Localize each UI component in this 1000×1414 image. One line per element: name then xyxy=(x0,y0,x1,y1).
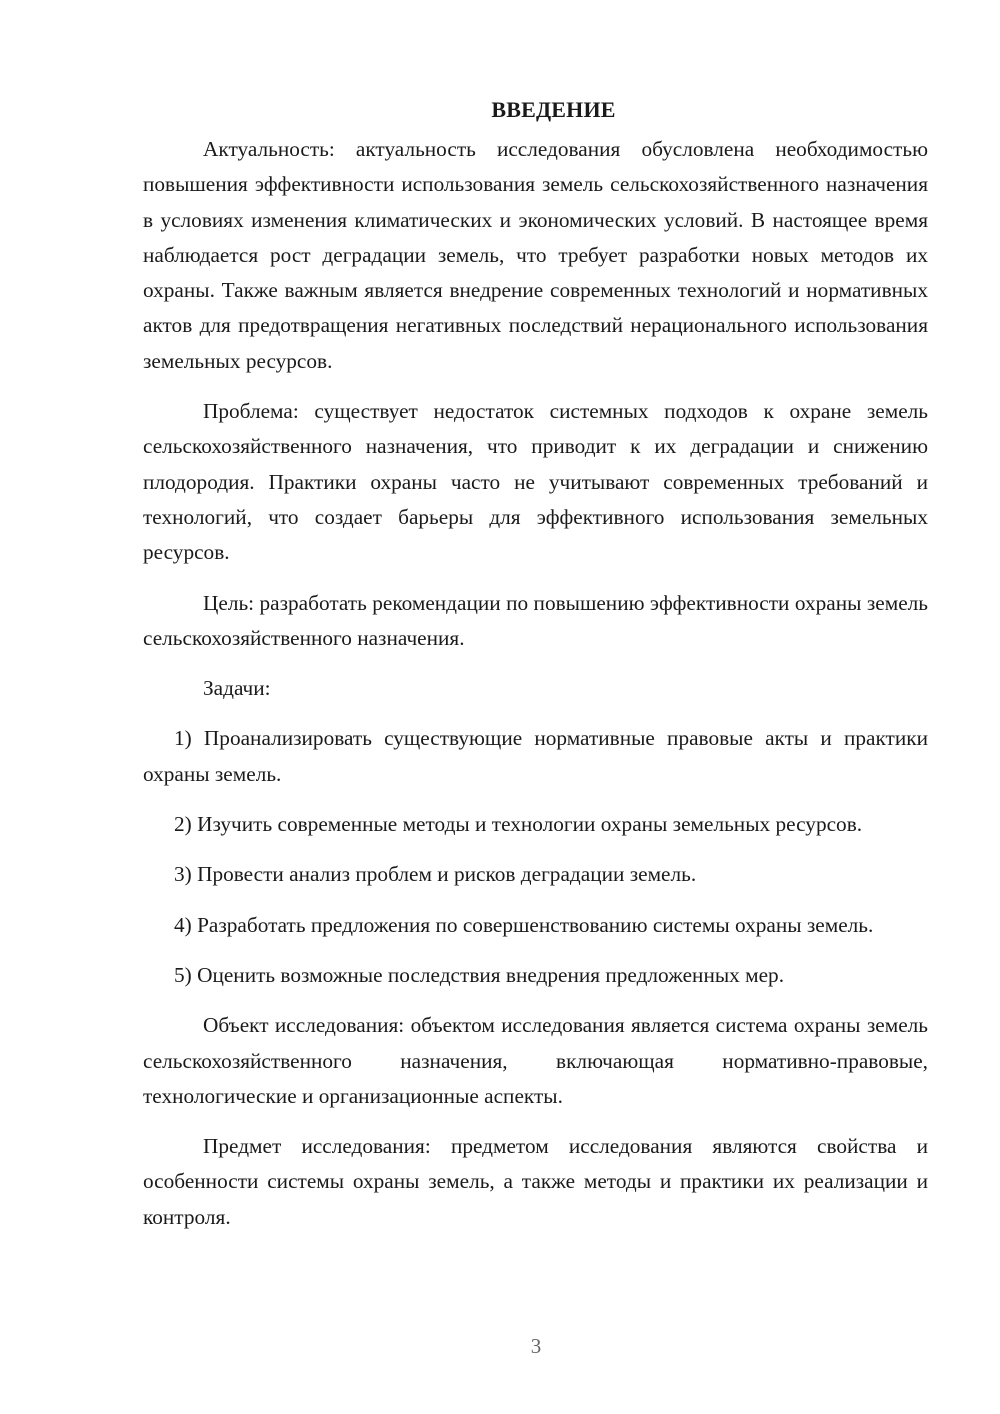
task-item-4: 4) Разработать предложения по совершенствованию системы охраны земель. xyxy=(174,912,874,937)
document-page xyxy=(143,95,928,1250)
task-item-3: 3) Провести анализ проблем и рисков деградации земель. xyxy=(174,862,697,887)
section-heading: ВВЕДЕНИЕ xyxy=(491,97,616,122)
subject-paragraph: Предмет исследования: предметом исследования являются свойства и особенности системы охраны земель, а также методы и практики их реализации и контроля. xyxy=(143,1134,928,1229)
goal-paragraph: Цель: разработать рекомендации по повышению эффективности охраны земель сельскохозяйственного назначения. xyxy=(143,590,928,650)
task-item-2: 2) Изучить современные методы и технологии охраны земельных ресурсов. xyxy=(174,812,863,837)
problem-paragraph: Проблема: существует недостаток системных подходов к охране земель сельскохозяйственного назначения, что приводит к их деградации и снижению плодородия. Практики охраны часто не учитывают современных требований и технологий, что создает барьеры для эффективного использования земельных ресурсов. xyxy=(143,399,928,565)
relevance-paragraph: Актуальность: актуальность исследования обусловлена необходимостью повышения эффективности использования земель сельскохозяйственного назначения в условиях изменения климатических и экономических условий. В настоящее время наблюдается рост деградации земель, что требует разработки новых методов их охраны. Также важным является внедрение современных технологий и нормативных актов для предотвращения негативных последствий нерационального использования земельных ресурсов. xyxy=(143,137,928,373)
task-item-5: 5) Оценить возможные последствия внедрения предложенных мер. xyxy=(174,962,785,987)
page-number: 3 xyxy=(530,1334,542,1358)
tasks-label: Задачи: xyxy=(203,676,271,701)
object-paragraph: Объект исследования: объектом исследования является система охраны земель сельскохозяйственного назначения, включающая нормативно-правовые, технологические и организационные аспекты. xyxy=(143,1013,928,1108)
task-item-1: 1) Проанализировать существующие нормативные правовые акты и практики охраны земель. xyxy=(143,726,928,786)
